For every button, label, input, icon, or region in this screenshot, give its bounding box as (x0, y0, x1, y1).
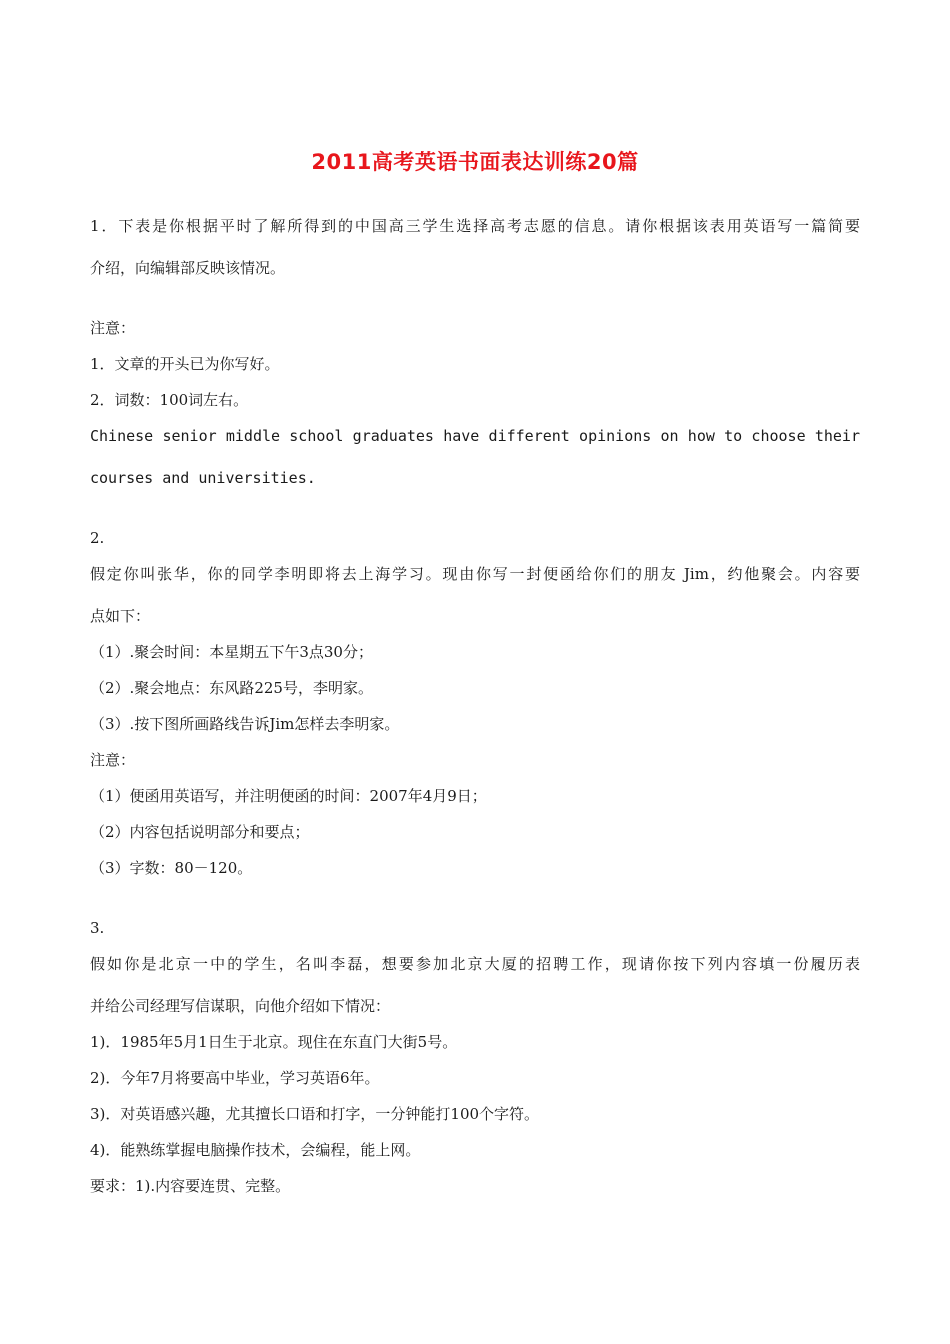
page-title: 2011高考英语书面表达训练20篇 (311, 150, 639, 174)
q3-item2: 2)．今年7月将要高中毕业，学习英语6年。 (90, 1069, 380, 1087)
q1-intro-line1: 1．下表是你根据平时了解所得到的中国高三学生选择高考志愿的信息。请你根据该表用英语写一篇简要 (90, 217, 860, 235)
q2-note3: （3）字数：80－120。 (90, 859, 253, 877)
q1-notes-heading: 注意： (90, 319, 136, 337)
q2-point1: （1）.聚会时间：本星期五下午3点30分； (90, 643, 373, 661)
q3-item1: 1)．1985年5月1日生于北京。现住在东直门大街5号。 (90, 1033, 458, 1051)
q1-intro-line2: 介绍，向编辑部反映该情况。 (90, 259, 286, 277)
q3-number: 3. (90, 919, 105, 937)
q3-item3: 3)．对英语感兴趣，尤其擅长口语和打字，一分钟能打100个字符。 (90, 1105, 540, 1123)
q3-intro-line2: 并给公司经理写信谋职，向他介绍如下情况： (90, 997, 391, 1015)
q2-intro-line2: 点如下： (90, 607, 151, 625)
q2-point2: （2）.聚会地点：东风路225号，李明家。 (90, 679, 373, 697)
q3-requirement: 要求：1).内容要连贯、完整。 (90, 1177, 291, 1195)
q3-intro-line1: 假如你是北京一中的学生，名叫李磊，想要参加北京大厦的招聘工作，现请你按下列内容填一份履历表 (90, 955, 860, 973)
q2-note2: （2）内容包括说明部分和要点； (90, 823, 310, 841)
q1-note1: 1．文章的开头已为你写好。 (90, 355, 280, 373)
q1-opening-line2: courses and universities. (90, 469, 316, 487)
q2-number: 2. (90, 529, 105, 547)
q3-item4: 4)．能熟练掌握电脑操作技术，会编程，能上网。 (90, 1141, 421, 1159)
q1-note2: 2．词数：100词左右。 (90, 391, 249, 409)
q2-notes-heading: 注意： (90, 751, 136, 769)
q2-intro-line1: 假定你叫张华，你的同学李明即将去上海学习。现由你写一封便函给你们的朋友 Jim，约他聚会。内容要 (90, 565, 860, 583)
q2-point3: （3）.按下图所画路线告诉Jim怎样去李明家。 (90, 715, 400, 733)
q2-note1: （1）便函用英语写，并注明便函的时间：2007年4月9日； (90, 787, 487, 805)
q1-opening-line1: Chinese senior middle school graduates have different opinions on how to choose their (90, 427, 860, 445)
